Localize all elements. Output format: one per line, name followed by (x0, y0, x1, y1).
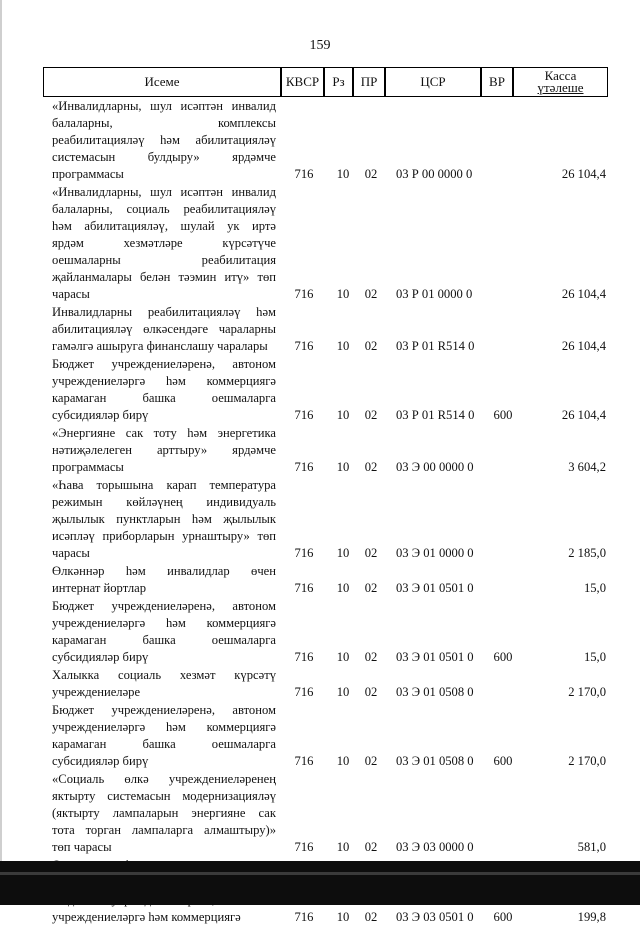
cell-pr: 02 (364, 581, 378, 595)
name-line: (яктырту лампаларын энергияне сак (52, 806, 276, 820)
cell-csr: 03 Р 01 R514 0 (396, 339, 475, 353)
cell-csr: 03 Э 03 0000 0 (396, 840, 474, 854)
cell-name (52, 477, 276, 562)
cell-pr: 02 (364, 685, 378, 699)
name-line: җайланмалары белән тәэмин итү» төп (52, 270, 276, 284)
page-number: 159 (309, 38, 331, 53)
table-row (0, 667, 640, 701)
name-line: реабилитацияләү һәм абилитацияләү (52, 133, 276, 147)
cell-name (52, 598, 276, 666)
cell-cash-execution: 3 604,2 (568, 460, 606, 474)
name-line: «Энергияне сак тоту һәм энергетика (52, 426, 276, 440)
cell-rz: 10 (336, 685, 350, 699)
name-line: Бюджет учреждениеләренә, автоном (52, 599, 276, 613)
table-row (0, 771, 640, 856)
cell-rz: 10 (336, 754, 350, 768)
name-line: субсидияләр бирү (52, 650, 149, 664)
cell-rz: 10 (336, 408, 350, 422)
table-row (0, 184, 640, 303)
name-line: учреждениеләргә һәм коммерциягә (52, 374, 276, 388)
cell-name (52, 98, 276, 183)
name-line: учреждениеләргә һәм коммерциягә (52, 616, 276, 630)
cell-name (52, 184, 276, 303)
header-cash-line2: үтәлеше (537, 80, 584, 95)
cell-kvsr: 716 (294, 685, 314, 699)
name-line: карамаган башка оешмаларга (52, 633, 276, 647)
cell-pr: 02 (364, 910, 378, 924)
cell-pr: 02 (364, 408, 378, 422)
header-kvsr: КВСР (281, 67, 324, 97)
name-line: төп чарасы (52, 840, 112, 854)
cell-name (52, 702, 276, 770)
scan-bottom-border (0, 861, 640, 905)
name-line: оешмаларны реабилитация (52, 253, 276, 267)
cell-vr: 600 (493, 910, 513, 924)
cell-kvsr: 716 (294, 287, 314, 301)
name-line: чарасы (52, 287, 90, 301)
name-line: Өлкәннәр һәм инвалидлар өчен (52, 564, 276, 578)
name-line: Халыкка социаль хезмәт күрсәтү (52, 668, 276, 682)
name-line: учреждениеләре (52, 685, 141, 699)
name-line: интернат йортлар (52, 581, 147, 595)
name-line: тота торган лампаларга алмаштыру)» (52, 823, 276, 837)
cell-csr: 03 Э 03 0501 0 (396, 910, 474, 924)
header-cash-line1: Касса (544, 68, 577, 83)
cell-pr: 02 (364, 460, 378, 474)
header-csr: ЦСР (385, 67, 481, 97)
cell-csr: 03 Э 00 0000 0 (396, 460, 474, 474)
name-line: «Социаль өлкә учреждениеләренең (52, 772, 276, 786)
cell-rz: 10 (336, 546, 350, 560)
cell-rz: 10 (336, 287, 350, 301)
cell-cash-execution: 15,0 (583, 581, 606, 595)
table-row (0, 702, 640, 770)
cell-rz: 10 (336, 581, 350, 595)
cell-cash-execution: 581,0 (577, 840, 606, 854)
name-line: программасы (52, 460, 124, 474)
name-line: нәтиҗәлелеген арттыру» ярдәмче (52, 443, 276, 457)
name-line: режимын көйләүнең индивидуаль (52, 495, 276, 509)
name-line: яктырту системасын модернизацияләү (52, 789, 276, 803)
cell-csr: 03 Э 01 0501 0 (396, 650, 474, 664)
cell-csr: 03 Р 01 0000 0 (396, 287, 473, 301)
name-line: системасын булдыру» ярдәмче (52, 150, 276, 164)
name-line: карамаган башка оешмаларга (52, 391, 276, 405)
cell-cash-execution: 2 185,0 (568, 546, 606, 560)
name-line: Инвалидларны реабилитацияләү һәм (52, 305, 276, 319)
cell-cash-execution: 26 104,4 (561, 339, 606, 353)
header-pr: ПР (353, 67, 385, 97)
name-line: субсидияләр бирү (52, 754, 149, 768)
cell-cash-execution: 2 170,0 (568, 754, 606, 768)
cell-csr: 03 Э 01 0501 0 (396, 581, 474, 595)
cell-pr: 02 (364, 840, 378, 854)
scan-bottom-line (0, 872, 640, 875)
name-line: исәпләү приборларын урнаштыру» төп (52, 529, 276, 543)
cell-kvsr: 716 (294, 408, 314, 422)
name-line: һәм абилитацияләү, шулай ук иртә (52, 219, 276, 233)
cell-kvsr: 716 (294, 840, 314, 854)
table-row (0, 425, 640, 476)
cell-pr: 02 (364, 650, 378, 664)
name-line: гамәлгә ашыруга финанслашу чаралары (52, 339, 268, 353)
cell-kvsr: 716 (294, 910, 314, 924)
cell-cash-execution: 26 104,4 (561, 287, 606, 301)
table-row (0, 98, 640, 183)
name-line: җылылык пунктларын һәм җылылык (52, 512, 276, 526)
cell-rz: 10 (336, 167, 350, 181)
cell-cash-execution: 2 170,0 (568, 685, 606, 699)
name-line: субсидияләр бирү (52, 408, 149, 422)
cell-kvsr: 716 (294, 460, 314, 474)
cell-kvsr: 716 (294, 581, 314, 595)
cell-rz: 10 (336, 460, 350, 474)
cell-kvsr: 716 (294, 546, 314, 560)
cell-rz: 10 (336, 339, 350, 353)
name-line: балаларны, комплексы (52, 116, 276, 130)
name-line: учреждениеләргә һәм коммерциягә (52, 720, 276, 734)
name-line: «Инвалидларны, шул исәптән инвалид (52, 185, 276, 199)
name-line: абилитацияләү өлкәсендәге чараларны (52, 322, 276, 336)
name-line: балаларны, социаль реабилитацияләү (52, 202, 276, 216)
cell-cash-execution: 26 104,4 (561, 167, 606, 181)
cell-vr: 600 (493, 754, 513, 768)
name-line: Бюджет учреждениеләренә, автоном (52, 703, 276, 717)
name-line: карамаган башка оешмаларга (52, 737, 276, 751)
cell-name (52, 667, 276, 701)
table-row (0, 598, 640, 666)
header-vr: ВР (481, 67, 513, 97)
cell-kvsr: 716 (294, 167, 314, 181)
cell-rz: 10 (336, 840, 350, 854)
name-line: чарасы (52, 546, 90, 560)
name-line: ярдәм хезмәтләре күрсәтүче (52, 236, 276, 250)
cell-name (52, 304, 276, 355)
cell-vr: 600 (493, 408, 513, 422)
name-line: «Һава торышына карап температура (52, 478, 276, 492)
cell-kvsr: 716 (294, 650, 314, 664)
header-name: Исеме (43, 67, 281, 97)
cell-csr: 03 Р 01 R514 0 (396, 408, 475, 422)
table-row (0, 356, 640, 424)
name-line: «Инвалидларны, шул исәптән инвалид (52, 99, 276, 113)
cell-csr: 03 Э 01 0508 0 (396, 754, 474, 768)
cell-rz: 10 (336, 650, 350, 664)
cell-pr: 02 (364, 754, 378, 768)
cell-name (52, 563, 276, 597)
cell-pr: 02 (364, 287, 378, 301)
cell-cash-execution: 26 104,4 (561, 408, 606, 422)
cell-csr: 03 Э 01 0000 0 (396, 546, 474, 560)
cell-name (52, 771, 276, 856)
cell-pr: 02 (364, 167, 378, 181)
table-row (0, 304, 640, 355)
cell-vr: 600 (493, 650, 513, 664)
name-line: Бюджет учреждениеләренә, автоном (52, 357, 276, 371)
cell-name (52, 425, 276, 476)
cell-cash-execution: 15,0 (583, 650, 606, 664)
name-line: программасы (52, 167, 124, 181)
cell-kvsr: 716 (294, 754, 314, 768)
cell-csr: 03 Э 01 0508 0 (396, 685, 474, 699)
name-line: учреждениеләргә һәм коммерциягә (52, 910, 241, 924)
table-row (0, 477, 640, 562)
table-row (0, 563, 640, 597)
cell-name (52, 356, 276, 424)
header-rz: Рз (324, 67, 353, 97)
cell-pr: 02 (364, 339, 378, 353)
cell-cash-execution: 199,8 (577, 910, 606, 924)
cell-rz: 10 (336, 910, 350, 924)
cell-pr: 02 (364, 546, 378, 560)
cell-csr: 03 Р 00 0000 0 (396, 167, 473, 181)
cell-kvsr: 716 (294, 339, 314, 353)
